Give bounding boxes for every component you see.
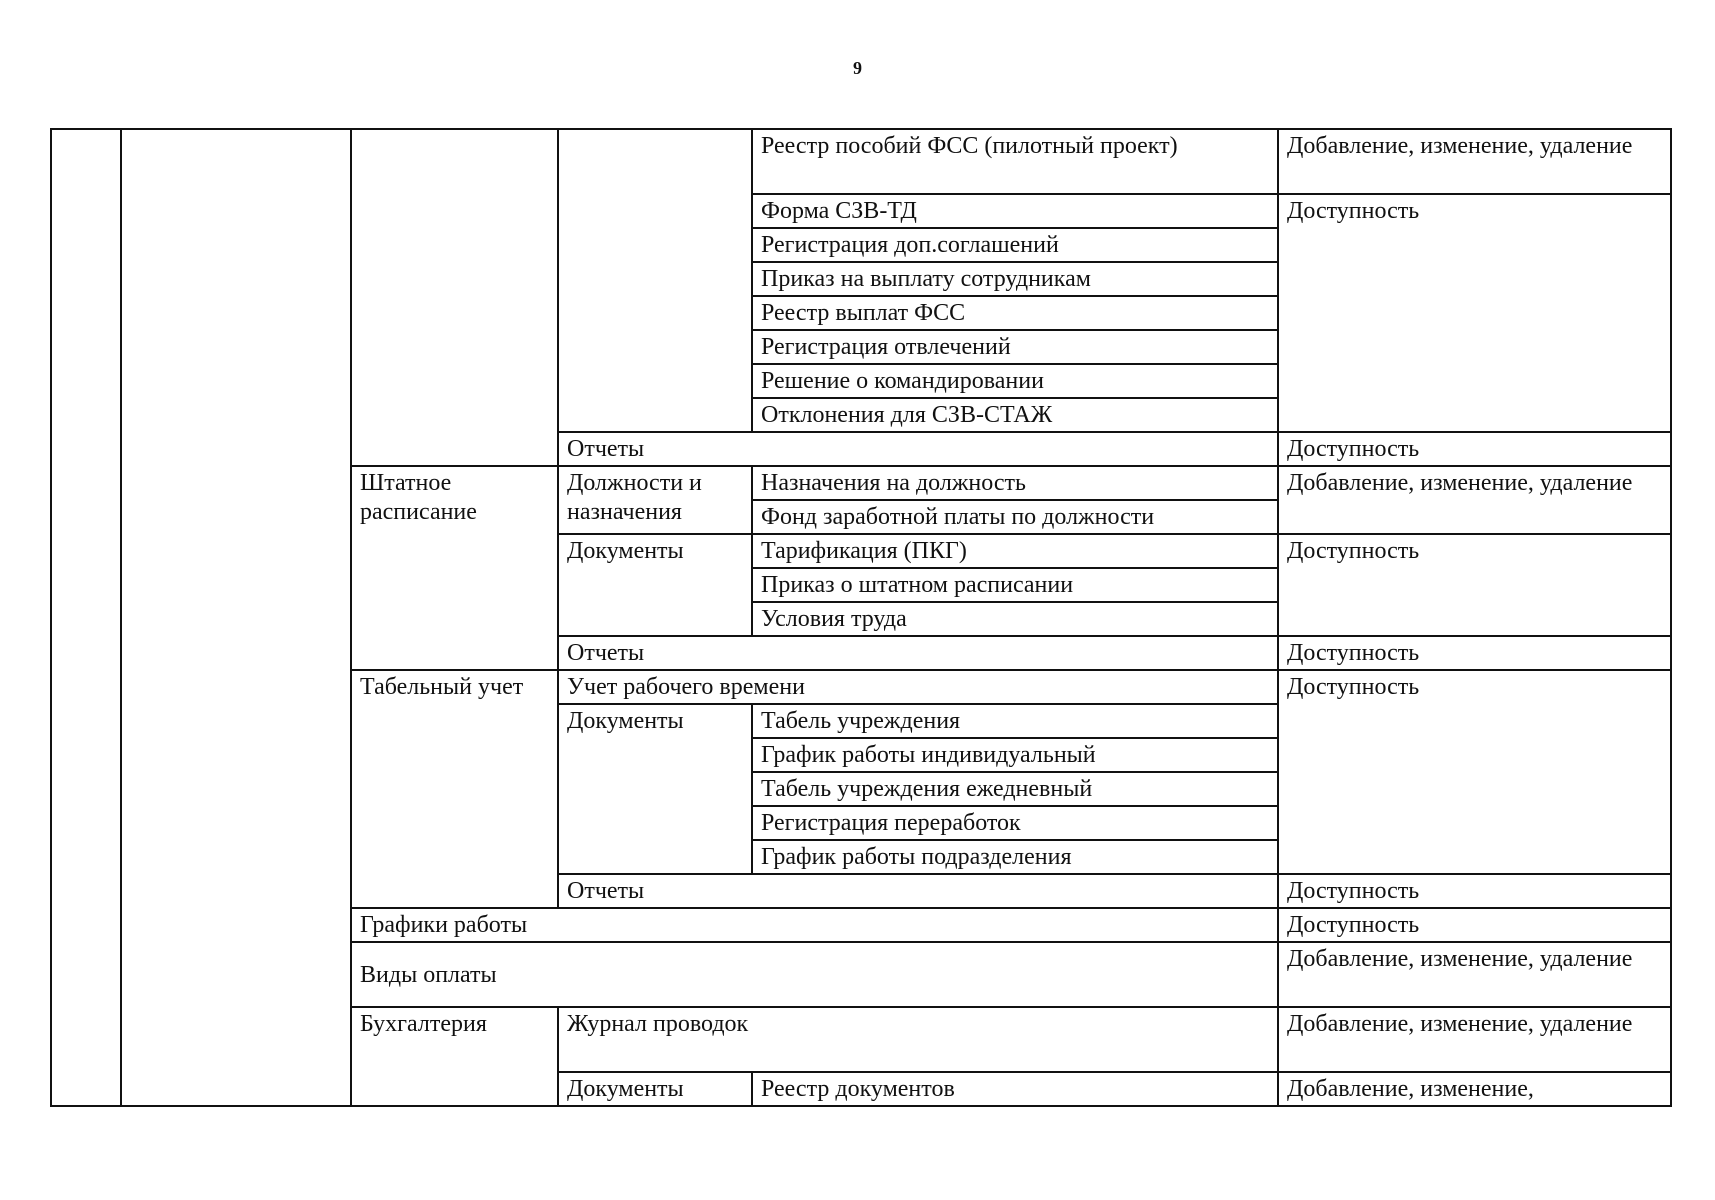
item-cell: Тарификация (ПКГ) [752, 534, 1278, 568]
item-cell: График работы индивидуальный [752, 738, 1278, 772]
item-cell: График работы подразделения [752, 840, 1278, 874]
item-cell: Форма СЗВ-ТД [752, 194, 1278, 228]
subsection-cell: Отчеты [558, 432, 1278, 466]
subsection-cell: Отчеты [558, 636, 1278, 670]
item-cell: Реестр документов [752, 1072, 1278, 1106]
rights-cell: Доступность [1278, 636, 1671, 670]
item-cell: Реестр выплат ФСС [752, 296, 1278, 330]
item-cell: Приказ на выплату сотрудникам [752, 262, 1278, 296]
blank-column-1 [51, 129, 121, 1106]
item-cell: Условия труда [752, 602, 1278, 636]
subsection-cell: Отчеты [558, 874, 1278, 908]
subsection-cell: Документы [558, 534, 752, 636]
section-cell: Табельный учет [351, 670, 558, 908]
subsection-cell-continued [558, 129, 752, 432]
section-cell: Бухгалтерия [351, 1007, 558, 1106]
item-cell: Регистрация переработок [752, 806, 1278, 840]
page-number: 9 [853, 58, 862, 78]
item-cell: Приказ о штатном расписании [752, 568, 1278, 602]
section-cell-continued [351, 129, 558, 466]
item-cell: Табель учреждения ежедневный [752, 772, 1278, 806]
rights-cell: Доступность [1278, 534, 1671, 636]
section-cell: Виды оплаты [351, 942, 1278, 1007]
rights-cell: Доступность [1278, 874, 1671, 908]
rights-cell: Доступность [1278, 432, 1671, 466]
item-cell: Табель учреждения [752, 704, 1278, 738]
subsection-cell: Журнал проводок [558, 1007, 1278, 1072]
item-cell: Решение о командировании [752, 364, 1278, 398]
rights-cell: Добавление, изменение, удаление [1278, 942, 1671, 1007]
rights-cell: Доступность [1278, 194, 1671, 432]
rights-cell: Добавление, изменение, удаление [1278, 466, 1671, 534]
item-cell: Реестр пособий ФСС (пилотный проект) [752, 129, 1278, 194]
rights-cell: Добавление, изменение, [1278, 1072, 1671, 1106]
item-cell: Регистрация отвлечений [752, 330, 1278, 364]
blank-column-2 [121, 129, 351, 1106]
table-row [51, 129, 1671, 194]
rights-cell: Добавление, изменение, удаление [1278, 1007, 1671, 1072]
rights-cell: Доступность [1278, 670, 1671, 874]
section-cell: Графики работы [351, 908, 1278, 942]
subsection-cell: Должности и назначения [558, 466, 752, 534]
item-cell: Фонд заработной платы по должности [752, 500, 1278, 534]
section-cell: Штатное расписание [351, 466, 558, 670]
rights-cell: Добавление, изменение, удаление [1278, 129, 1671, 194]
subsection-cell: Учет рабочего времени [558, 670, 1278, 704]
subsection-cell: Документы [558, 1072, 752, 1106]
item-cell: Назначения на должность [752, 466, 1278, 500]
item-cell: Регистрация доп.соглашений [752, 228, 1278, 262]
subsection-cell: Документы [558, 704, 752, 874]
item-cell: Отклонения для СЗВ-СТАЖ [752, 398, 1278, 432]
access-rights-table [50, 128, 1672, 1107]
rights-cell: Доступность [1278, 908, 1671, 942]
